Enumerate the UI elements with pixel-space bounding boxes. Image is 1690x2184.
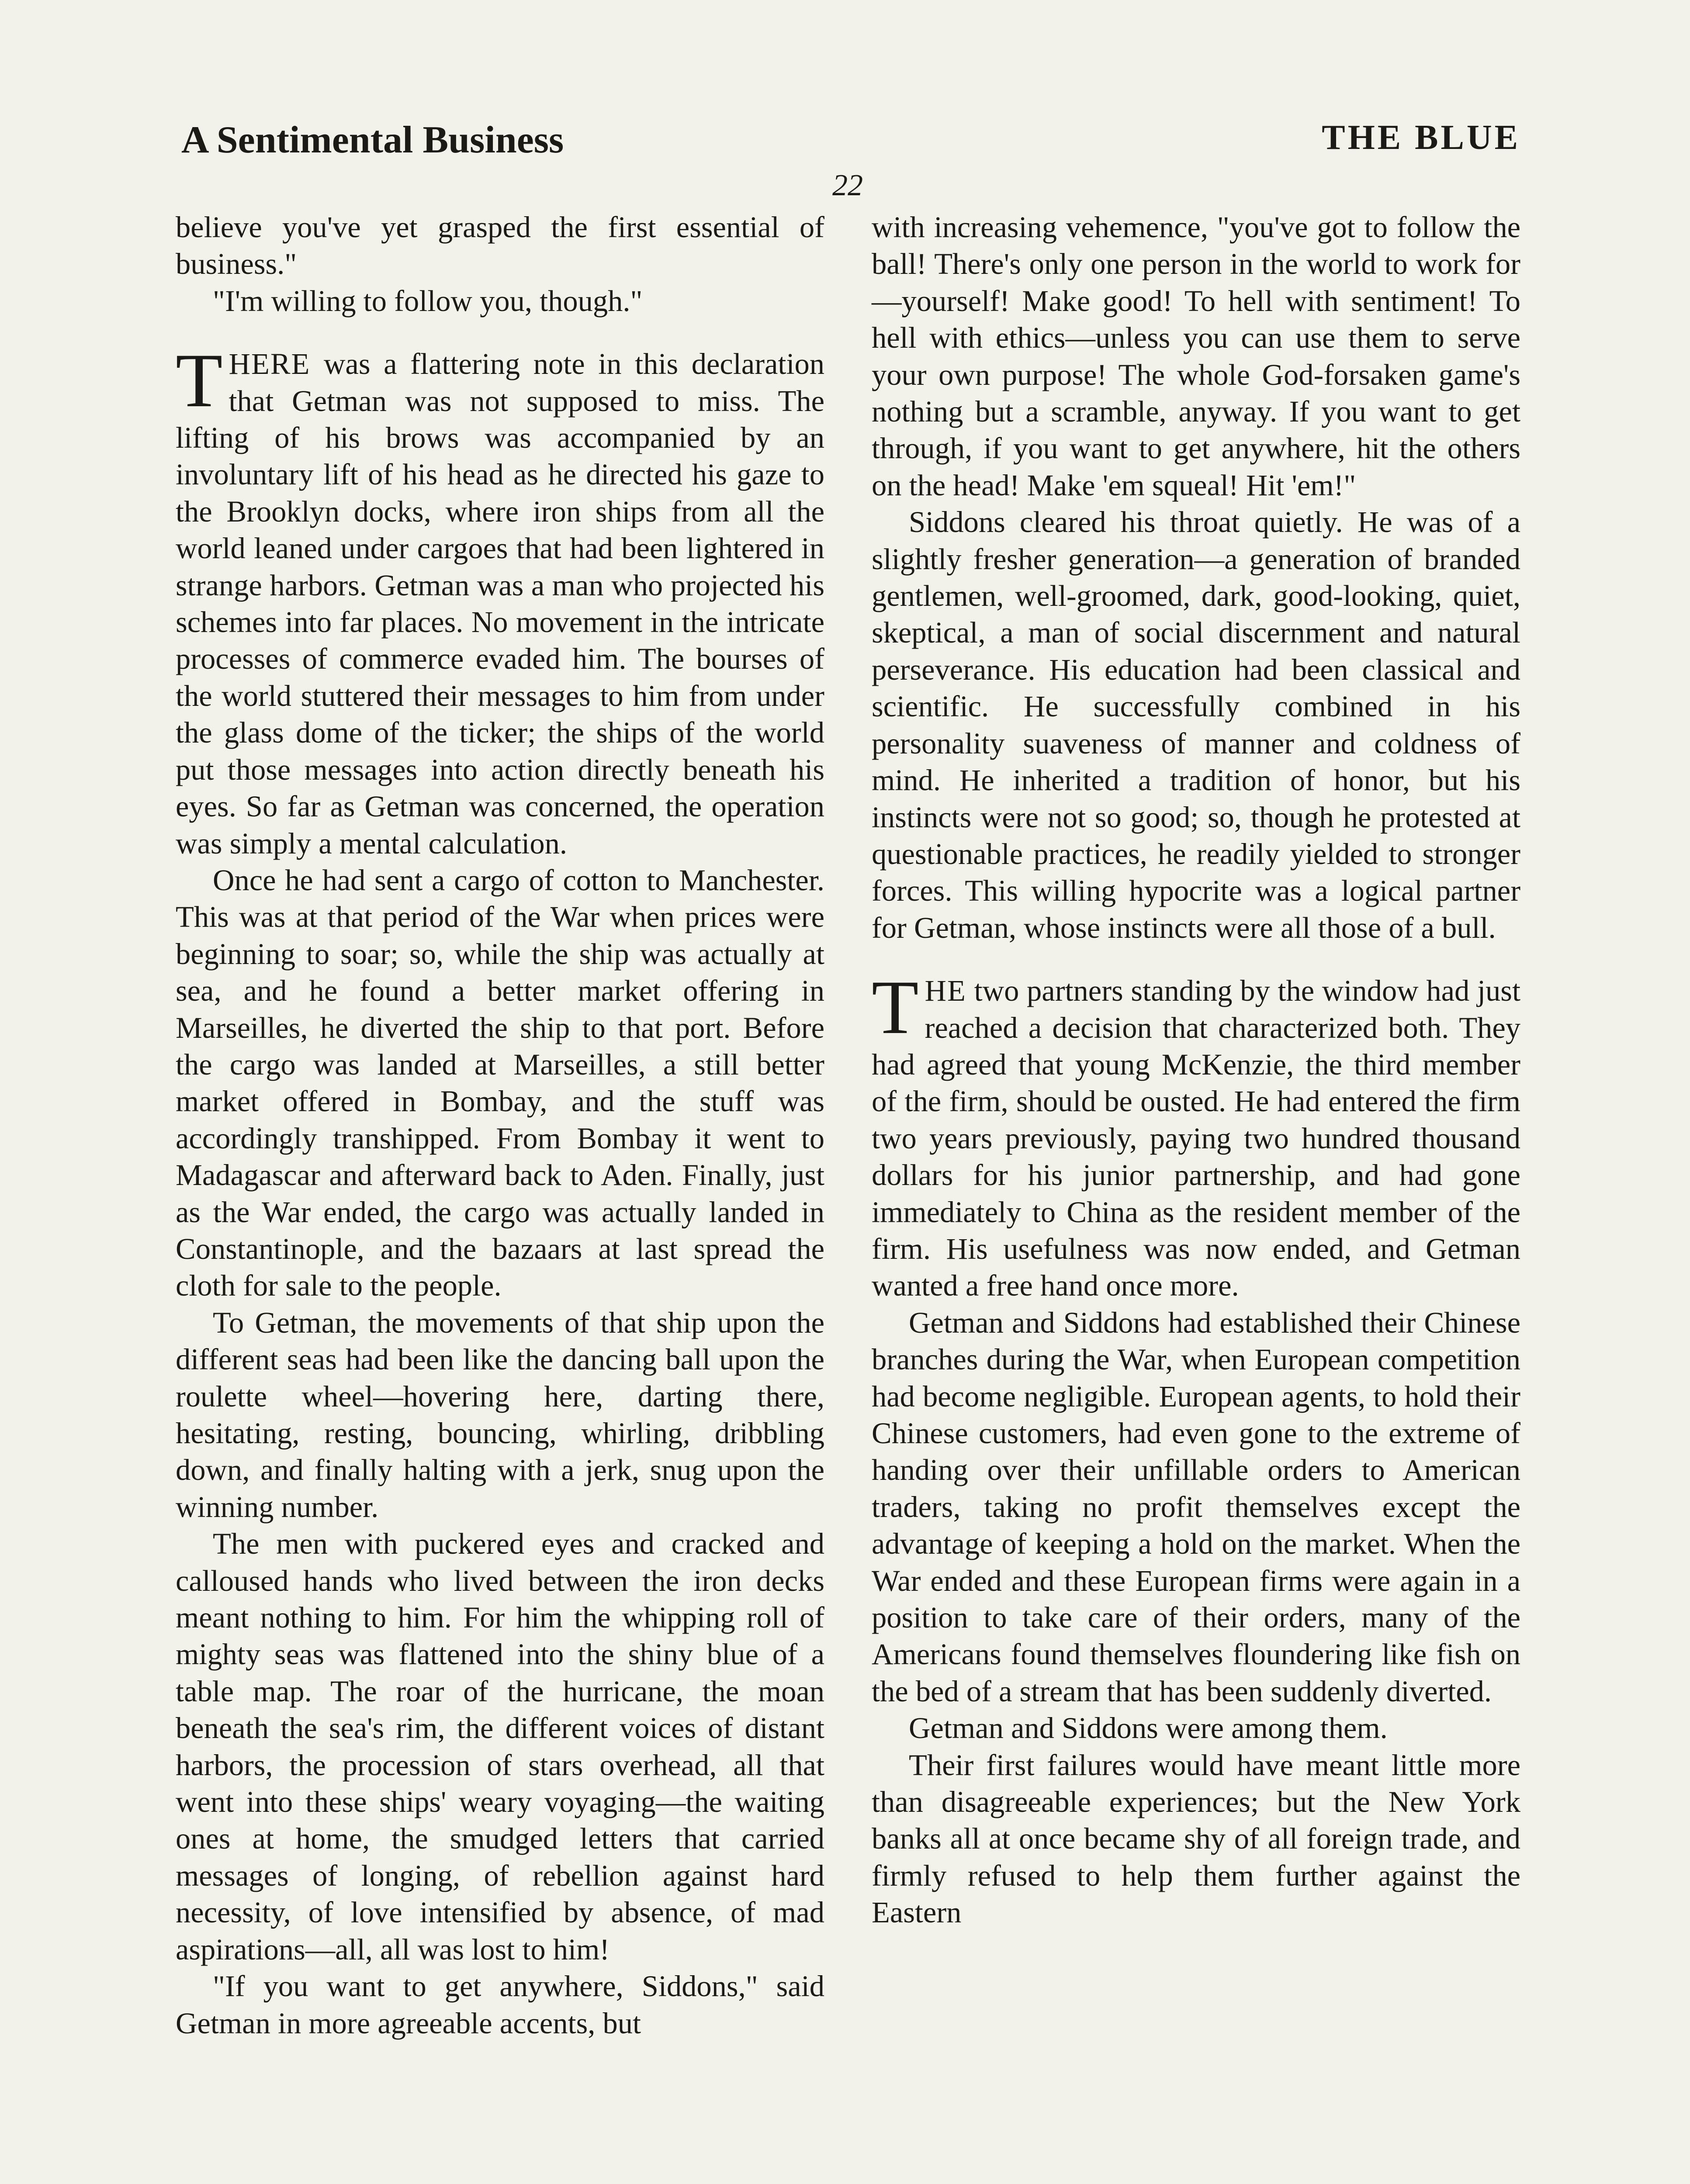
paragraph: Getman and Siddons were among them.	[909, 1711, 1388, 1745]
paragraph: "I'm willing to follow you, though."	[213, 284, 643, 318]
left-column	[176, 209, 824, 2042]
page-number: 22	[832, 169, 863, 202]
right-column	[872, 209, 1520, 1931]
paragraph: Getman and Siddons had established their Chinese branches during the War, when European competition had become negligible. European agents, to hold their Chinese customers, had even gone to the extreme of handing over their unfillable orders to American traders, taking no profit themselves except the advantage of keeping a hold on the market. When the War ended and these European firms were again in a position to take care of their orders, many of the Americans found themselves floundering like fish on the bed of a stream that has been suddenly diverted.	[872, 1306, 1520, 1708]
paragraph: with increasing vehemence, "you've got to follow the ball! There's only one person in the world to work for—yourself! Make good! To hell with sentiment! To hell with ethics—unless you can use them to serve your own purpose! The whole God-forsaken game's nothing but a scramble, anyway. If you want to get through, if you want to get anywhere, hit the others on the head! Make 'em squeal! Hit 'em!"	[872, 211, 1520, 502]
paragraph: "If you want to get anywhere, Siddons," said Getman in more agreeable accents, but	[176, 1970, 824, 2040]
story-title: A Sentimental Business	[181, 119, 564, 161]
paragraph: The men with puckered eyes and cracked and calloused hands who lived between the iron decks meant nothing to him. For him the whipping roll of mighty seas was flattened into the shiny blue of a table map. The roar of the hurricane, the moan beneath the sea's rim, the different voices of distant harbors, the procession of stars overhead, all that went into these ships' weary voyaging—the waiting ones at home, the smudged letters that carried messages of longing, of rebellion against hard necessity, of love intensified by absence, of mad aspirations—all, all was lost to him!	[176, 1527, 824, 1966]
lead-in: HERE	[229, 347, 311, 381]
paragraph: Siddons cleared his throat quietly. He was of a slightly fresher generation—a generation of branded gentlemen, well-groomed, dark, good-looking, quiet, skeptical, a man of social discernment and natural perseverance. His education had been classical and scientific. He successfully combined in his personality suaveness of manner and coldness of mind. He inherited a tradition of honor, but his instincts were not so good; so, though he protested at questionable practices, he readily yielded to stronger forces. This willing hypocrite was a logical partner for Getman, whose instincts were all those of a bull.	[872, 505, 1520, 944]
drop-cap: T	[872, 965, 919, 1051]
lead-in: HE	[925, 974, 966, 1008]
drop-cap-paragraph	[176, 338, 824, 862]
drop-cap-paragraph	[872, 965, 1520, 1304]
magazine-name: THE BLUE	[1322, 118, 1520, 157]
paragraph: Their first failures would have meant little more than disagreeable experiences; but the New York banks all at once became shy of all foreign trade, and firmly refused to help them further against the Eastern	[872, 1748, 1520, 1929]
paragraph-text: was a flattering note in this declaration that Getman was not supposed to miss. The lifting of his brows was accompanied by an involuntary lift of his head as he directed his gaze to the Brooklyn docks, where iron ships from all the world leaned under cargoes that had been lightered in strange harbors. Getman was a man who projected his schemes into far places. No movement in the intricate processes of commerce evaded him. The bourses of the world stuttered their messages to him from under the glass dome of the ticker; the ships of the world put those messages into action directly beneath his eyes. So far as Getman was concerned, the operation was simply a mental calculation.	[176, 347, 824, 860]
drop-cap: T	[176, 338, 223, 424]
paragraph-text: two partners standing by the window had just reached a decision that characterized both. They had agreed that young McKenzie, the third member of the firm, should be ousted. He had entered the firm two years previously, paying two hundred thousand dollars for his junior partnership, and had gone immediately to China as the resident member of the firm. His usefulness was now ended, and Getman wanted a free hand once more.	[872, 974, 1520, 1303]
paragraph: believe you've yet grasped the first essential of business."	[176, 211, 824, 281]
paragraph: To Getman, the movements of that ship upon the different seas had been like the dancing ball upon the roulette wheel—hovering here, darting there, hesitating, resting, bouncing, whirling, dribbling down, and finally halting with a jerk, snug upon the winning number.	[176, 1306, 824, 1524]
paragraph: Once he had sent a cargo of cotton to Manchester. This was at that period of the War when prices were beginning to soar; so, while the ship was actually at sea, and he found a better market offering in Marseilles, he diverted the ship to that port. Before the cargo was landed at Marseilles, a still better market offered in Bombay, and the stuff was accordingly transhipped. From Bombay it went to Madagascar and afterward back to Aden. Finally, just as the War ended, the cargo was actually landed in Constantinople, and the bazaars at last spread the cloth for sale to the people.	[176, 863, 824, 1303]
